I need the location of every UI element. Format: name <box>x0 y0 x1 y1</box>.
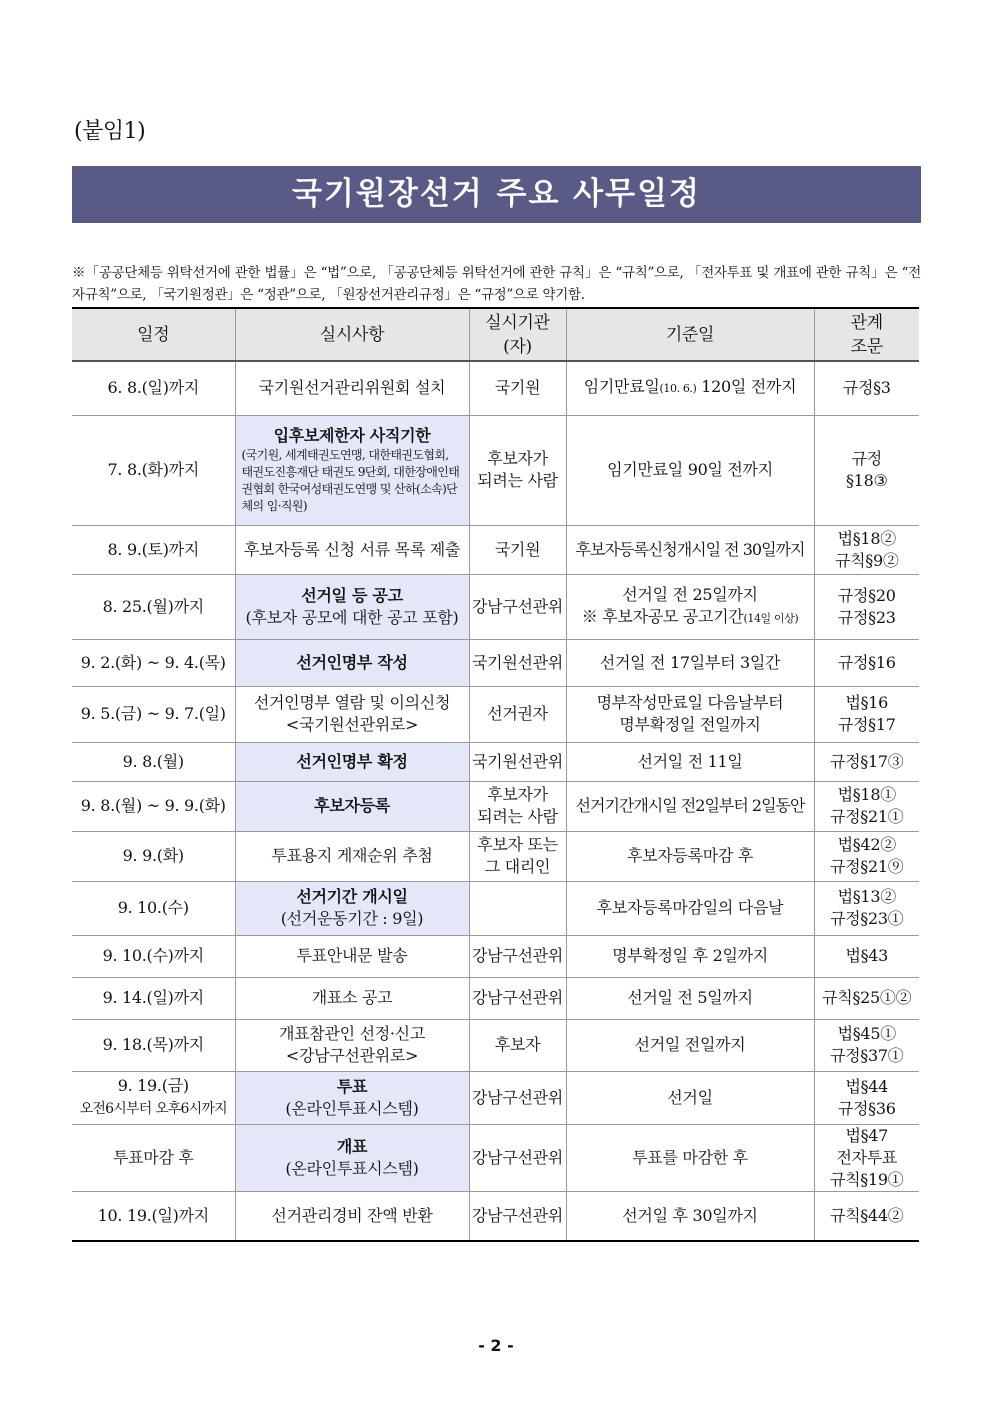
basis-cell: 후보자등록마감일의 다음날 <box>566 881 814 935</box>
basis-cell: 선거기간개시일 전2일부터 2일동안 <box>566 781 814 831</box>
date-cell: 9. 14.(일)까지 <box>72 977 235 1019</box>
table-row <box>72 831 919 881</box>
basis-cell: 선거일 후 30일까지 <box>566 1191 814 1241</box>
header-date: 일정 <box>72 308 235 361</box>
reference-cell: 법§47 전자투표 규칙§19① <box>814 1124 919 1191</box>
task-cell: 후보자등록 <box>235 781 469 831</box>
date-cell: 투표마감 후 <box>72 1124 235 1191</box>
reference-cell: 법§45① 규정§37① <box>814 1019 919 1071</box>
task-cell: 선거일 등 공고 (후보자 공모에 대한 공고 포함) <box>235 574 469 639</box>
agency-cell: 후보자 <box>469 1019 566 1071</box>
table-row <box>72 1191 919 1241</box>
task-cell: 개표참관인 선정·신고 <강남구선관위로> <box>235 1019 469 1071</box>
reference-cell: 법§18② 규칙§9② <box>814 525 919 574</box>
reference-cell: 법§13② 규정§23① <box>814 881 919 935</box>
agency-cell: 국기원 <box>469 361 566 415</box>
reference-cell: 규정§3 <box>814 361 919 415</box>
agency-cell: 국기원 <box>469 525 566 574</box>
date-cell: 9. 2.(화) ~ 9. 4.(목) <box>72 639 235 686</box>
table-row <box>72 1071 919 1124</box>
page-number: - 2 - <box>478 1336 514 1355</box>
table-row <box>72 525 919 574</box>
task-cell: 입후보제한자 사직기한 (국기원, 세계태권도연맹, 대한태권도협회, 태권도진흥재단 태권도 9단회, 대한장애인태권협회 한국여성태권도연맹 및 산하(소속)단체의 임·직원) <box>235 415 469 525</box>
agency-cell: 후보자가 되려는 사람 <box>469 415 566 525</box>
basis-cell: 선거일 전일까지 <box>566 1019 814 1071</box>
agency-cell: 강남구선관위 <box>469 1124 566 1191</box>
schedule-table <box>72 307 919 1242</box>
basis-cell: 선거일 전 17일부터 3일간 <box>566 639 814 686</box>
date-cell: 9. 19.(금) 오전6시부터 오후6시까지 <box>72 1071 235 1124</box>
reference-cell: 규정 §18③ <box>814 415 919 525</box>
abbreviation-note: ※「공공단체등 위탁선거에 관한 법률」은 “법”으로, 「공공단체등 위탁선거에 관한 규칙」은 “규칙”으로, 「전자투표 및 개표에 관한 규칙」은 “전자규칙”으로, 「국기원정관」은 “정관”으로, 「원장선거관리규정」은 “규정”으로 약기함. <box>72 265 921 303</box>
date-cell: 9. 18.(목)까지 <box>72 1019 235 1071</box>
task-cell: 선거인명부 작성 <box>235 639 469 686</box>
basis-cell: 후보자등록신청개시일 전 30일까지 <box>566 525 814 574</box>
date-cell: 10. 19.(일)까지 <box>72 1191 235 1241</box>
agency-cell: 강남구선관위 <box>469 935 566 977</box>
basis-cell: 임기만료일(10. 6.) 120일 전까지 <box>566 361 814 415</box>
date-cell: 9. 10.(수) <box>72 881 235 935</box>
date-cell: 8. 9.(토)까지 <box>72 525 235 574</box>
date-cell: 8. 25.(월)까지 <box>72 574 235 639</box>
task-cell: 후보자등록 신청 서류 목록 제출 <box>235 525 469 574</box>
table-header-row <box>72 308 919 361</box>
task-cell: 국기원선거관리위원회 설치 <box>235 361 469 415</box>
table-row <box>72 781 919 831</box>
table-row <box>72 1019 919 1071</box>
agency-cell: 강남구선관위 <box>469 574 566 639</box>
date-cell: 9. 9.(화) <box>72 831 235 881</box>
reference-cell: 법§42② 규정§21⑨ <box>814 831 919 881</box>
reference-cell: 법§16 규정§17 <box>814 686 919 742</box>
agency-cell: 선거권자 <box>469 686 566 742</box>
agency-cell: 후보자가 되려는 사람 <box>469 781 566 831</box>
date-cell: 6. 8.(일)까지 <box>72 361 235 415</box>
table-row <box>72 935 919 977</box>
table-row <box>72 742 919 781</box>
basis-cell: 선거일 전 5일까지 <box>566 977 814 1019</box>
task-cell: 투표용지 게재순위 추첨 <box>235 831 469 881</box>
table-row <box>72 415 919 525</box>
task-cell: 개표 (온라인투표시스템) <box>235 1124 469 1191</box>
table-row <box>72 639 919 686</box>
reference-cell: 규정§17③ <box>814 742 919 781</box>
basis-cell: 후보자등록마감 후 <box>566 831 814 881</box>
table-row <box>72 574 919 639</box>
attachment-label: (붙임1) <box>74 119 146 144</box>
basis-cell: 선거일 전 25일까지 ※ 후보자공모 공고기간(14일 이상) <box>566 574 814 639</box>
date-cell: 9. 10.(수)까지 <box>72 935 235 977</box>
table-row <box>72 686 919 742</box>
date-cell: 9. 5.(금) ~ 9. 7.(일) <box>72 686 235 742</box>
basis-cell: 선거일 <box>566 1071 814 1124</box>
reference-cell: 법§43 <box>814 935 919 977</box>
reference-cell: 법§18① 규정§21① <box>814 781 919 831</box>
agency-cell: 강남구선관위 <box>469 1071 566 1124</box>
reference-cell: 규정§20 규정§23 <box>814 574 919 639</box>
task-cell: 개표소 공고 <box>235 977 469 1019</box>
basis-cell: 명부작성만료일 다음날부터 명부확정일 전일까지 <box>566 686 814 742</box>
agency-cell: 후보자 또는 그 대리인 <box>469 831 566 881</box>
date-cell: 9. 8.(월) <box>72 742 235 781</box>
reference-cell: 규정§16 <box>814 639 919 686</box>
basis-cell: 선거일 전 11일 <box>566 742 814 781</box>
page-title: 국기원장선거 주요 사무일정 <box>72 166 921 223</box>
basis-cell: 투표를 마감한 후 <box>566 1124 814 1191</box>
agency-cell: 강남구선관위 <box>469 1191 566 1241</box>
header-task: 실시사항 <box>235 308 469 361</box>
date-cell: 7. 8.(화)까지 <box>72 415 235 525</box>
basis-cell: 임기만료일 90일 전까지 <box>566 415 814 525</box>
agency-cell: 국기원선관위 <box>469 742 566 781</box>
table-row <box>72 361 919 415</box>
header-reference: 관계 조문 <box>814 308 919 361</box>
table-row <box>72 977 919 1019</box>
task-cell: 선거인명부 열람 및 이의신청 <국기원선관위로> <box>235 686 469 742</box>
task-cell: 투표안내문 발송 <box>235 935 469 977</box>
date-cell: 9. 8.(월) ~ 9. 9.(화) <box>72 781 235 831</box>
basis-cell: 명부확정일 후 2일까지 <box>566 935 814 977</box>
reference-cell: 규칙§44② <box>814 1191 919 1241</box>
reference-cell: 법§44 규정§36 <box>814 1071 919 1124</box>
task-cell: 선거관리경비 잔액 반환 <box>235 1191 469 1241</box>
agency-cell <box>469 881 566 935</box>
reference-cell: 규칙§25①② <box>814 977 919 1019</box>
task-cell: 선거인명부 확정 <box>235 742 469 781</box>
header-agency: 실시기관 (자) <box>469 308 566 361</box>
header-basis: 기준일 <box>566 308 814 361</box>
task-cell: 선거기간 개시일 (선거운동기간 : 9일) <box>235 881 469 935</box>
agency-cell: 강남구선관위 <box>469 977 566 1019</box>
agency-cell: 국기원선관위 <box>469 639 566 686</box>
table-row <box>72 1124 919 1191</box>
task-cell: 투표 (온라인투표시스템) <box>235 1071 469 1124</box>
table-row <box>72 881 919 935</box>
